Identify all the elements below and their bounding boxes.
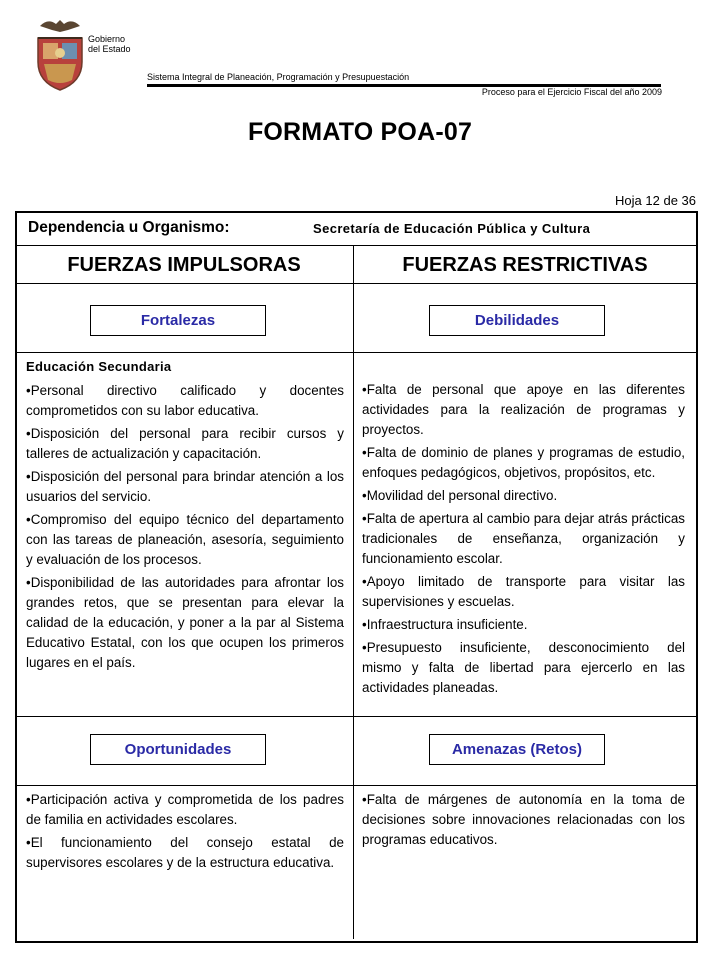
list-item: •El funcionamiento del consejo estatal de supervisores escolares y de la estructura educativa. xyxy=(26,835,344,870)
dependency-label: Dependencia u Organismo: xyxy=(28,219,230,236)
restraining-forces-heading: FUERZAS RESTRICTIVAS xyxy=(402,254,648,276)
dependency-value: Secretaría de Educación Pública y Cultura xyxy=(313,221,591,236)
table-divider xyxy=(15,716,696,717)
opportunities-cell xyxy=(26,790,344,876)
strengths-cell xyxy=(26,357,344,676)
list-item: •Compromiso del equipo técnico del departamento con las tareas de planeación, asesoría, seguimiento y evaluación de los procesos. xyxy=(26,512,344,567)
list-item: •Falta de dominio de planes y programas de estudio, enfoques pedagógicos, objetivos, propósitos, etc. xyxy=(362,445,685,480)
section-title: Educación Secundaria xyxy=(26,359,172,374)
list-item: •Disposición del personal para brindar atención a los usuarios del servicio. xyxy=(26,469,344,504)
column-divider xyxy=(353,245,354,939)
list-item: •Disposición del personal para recibir cursos y talleres de actualización y capacitación. xyxy=(26,426,344,461)
government-line-2: del Estado xyxy=(88,44,131,54)
process-name: Proceso para el Ejercicio Fiscal del año 2009 xyxy=(481,87,662,97)
government-line-1: Gobierno xyxy=(88,34,126,44)
document-title: FORMATO POA-07 xyxy=(247,118,473,146)
list-item: •Falta de márgenes de autonomía en la toma de decisiones sobre innovaciones relacionadas con los programas educativos. xyxy=(362,792,685,847)
list-item: •Personal directivo calificado y docentes comprometidos con su labor educativa. xyxy=(26,383,344,418)
driving-forces-heading: FUERZAS IMPULSORAS xyxy=(67,254,301,276)
list-item: •Participación activa y comprometida de los padres de familia en actividades escolares. xyxy=(26,792,344,827)
system-name: Sistema Integral de Planeación, Programación y Presupuestación xyxy=(147,72,410,82)
threats-cell xyxy=(362,790,685,853)
list-item: •Infraestructura insuficiente. xyxy=(362,617,528,632)
list-item: •Falta de personal que apoye en las diferentes actividades para la realización de programas y proyectos. xyxy=(362,382,685,437)
weaknesses-cell xyxy=(362,380,685,701)
list-item: •Disponibilidad de las autoridades para afrontar los grandes retos, que se presentan para elevar la calidad de la educación, y poner a la par al Sistema Educativo Estatal, con los que ocupen los primeros lugares en el país. xyxy=(26,575,344,670)
table-divider xyxy=(15,352,696,353)
list-item: •Movilidad del personal directivo. xyxy=(362,488,558,503)
page-indicator: Hoja 12 de 36 xyxy=(615,193,696,208)
weaknesses-subheader: Debilidades xyxy=(429,305,605,336)
opportunities-subheader: Oportunidades xyxy=(90,734,266,765)
threats-subheader: Amenazas (Retos) xyxy=(429,734,605,765)
table-divider xyxy=(15,283,696,284)
list-item: •Apoyo limitado de transporte para visitar las supervisiones y escuelas. xyxy=(362,574,685,609)
table-divider xyxy=(15,785,696,786)
government-label xyxy=(88,34,131,54)
list-item: •Presupuesto insuficiente, desconocimiento del mismo y falta de libertad para ejercerlo en las actividades planeadas. xyxy=(362,640,685,695)
strengths-subheader: Fortalezas xyxy=(90,305,266,336)
state-seal-logo xyxy=(34,16,86,94)
list-item: •Falta de apertura al cambio para dejar atrás prácticas tradicionales de enseñanza, organización y funcionamiento escolar. xyxy=(362,511,685,566)
